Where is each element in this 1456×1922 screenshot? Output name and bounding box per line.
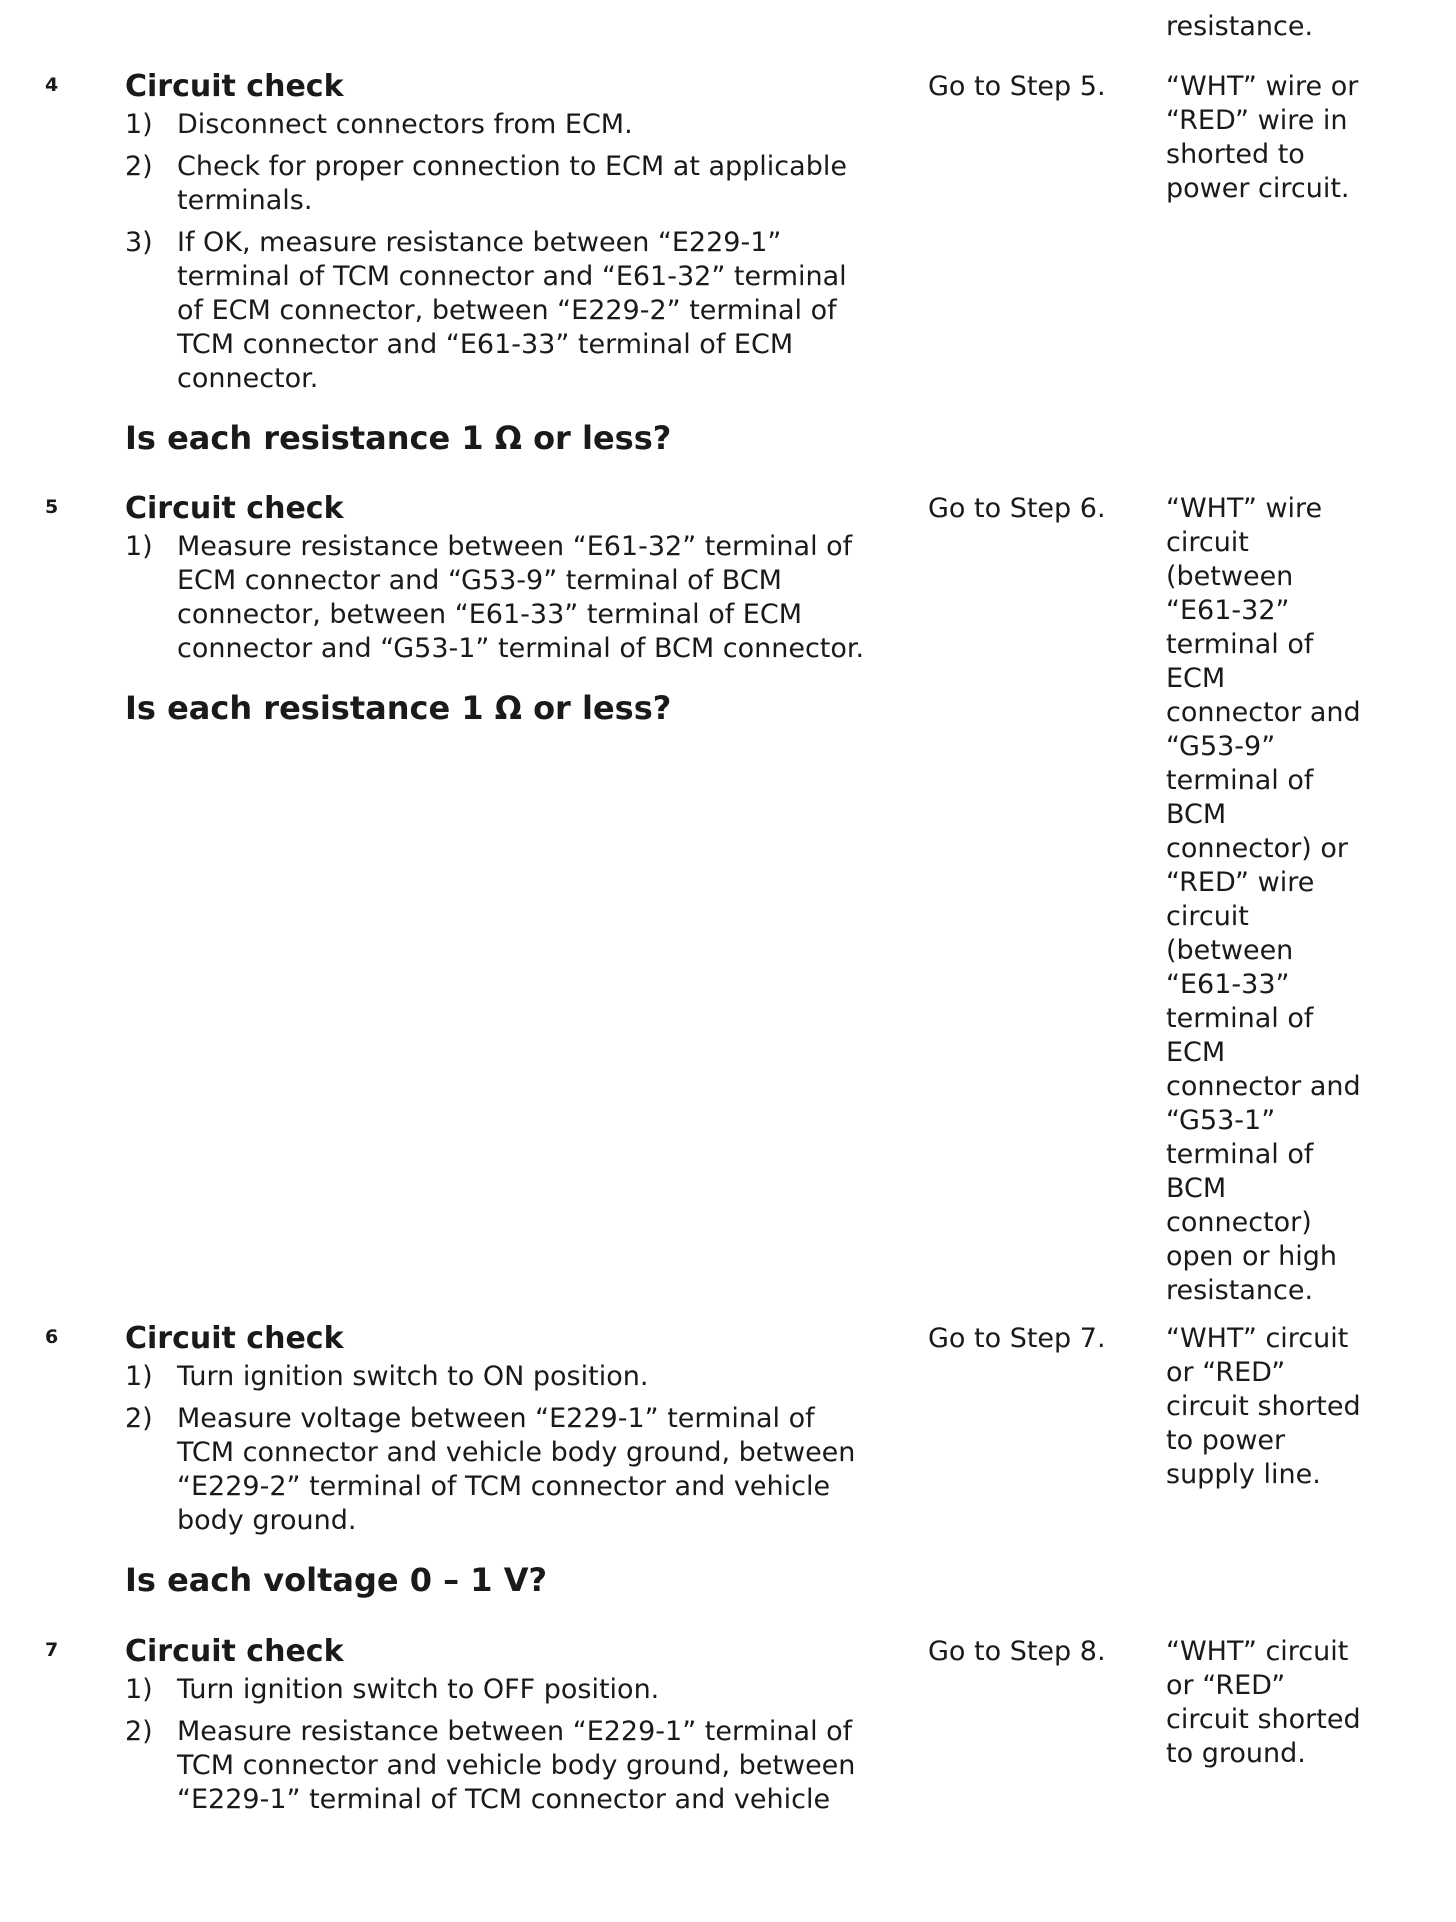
instruction-item	[125, 150, 875, 218]
step-action	[125, 492, 905, 728]
step-title: Circuit check	[125, 1321, 344, 1356]
instruction-number: 3)	[125, 227, 153, 258]
step-question: Is each resistance 1 Ω or less?	[125, 689, 672, 727]
instruction-list	[125, 530, 905, 666]
instruction-number: 1)	[125, 1361, 153, 1392]
step-number: 5	[45, 496, 59, 518]
step-number: 7	[45, 1639, 59, 1661]
yes-result: Go to Step 7.	[928, 1323, 1106, 1354]
instruction-text: Measure resistance between “E61-32” terminal of ECM connector and “G53-9” terminal of BCM connector, between “E61-33” terminal of ECM connector and “G53-1” terminal of BCM connector.	[177, 531, 865, 664]
step-title: Circuit check	[125, 491, 344, 526]
instruction-item	[125, 226, 875, 396]
instruction-text: If OK, measure resistance between “E229-1” terminal of TCM connector and “E61-32” terminal of ECM connector, between “E229-2” terminal of TCM connector and “E61-33” terminal of ECM connector.	[177, 227, 847, 394]
instruction-item	[125, 1673, 875, 1707]
step-number: 6	[45, 1326, 59, 1348]
instruction-number: 1)	[125, 1674, 153, 1705]
instruction-item	[125, 530, 905, 666]
yes-result: Go to Step 8.	[928, 1636, 1106, 1667]
instruction-text: Check for proper connection to ECM at applicable terminals.	[177, 151, 847, 216]
yes-result: Go to Step 5.	[928, 71, 1106, 102]
step-number: 4	[45, 74, 59, 96]
no-result: “WHT” circuit or “RED” circuit shorted to power supply line.	[1166, 1323, 1361, 1490]
step-title: Circuit check	[125, 1634, 344, 1669]
previous-row-no-fragment: resistance.	[1166, 11, 1314, 42]
step-action	[125, 70, 905, 458]
instruction-number: 2)	[125, 1716, 153, 1747]
instruction-text: Disconnect connectors from ECM.	[177, 109, 633, 140]
instruction-list	[125, 1360, 875, 1538]
instruction-list	[125, 1673, 875, 1817]
instruction-number: 2)	[125, 151, 153, 182]
step-question: Is each resistance 1 Ω or less?	[125, 419, 672, 457]
no-result: “WHT” wire circuit (between “E61-32” terminal of ECM connector and “G53-9” terminal of BCM connector) or “RED” wire circuit (between “E61-33” terminal of ECM connector and “G53-1” terminal of BCM connector) open or high resistance.	[1166, 493, 1361, 1306]
instruction-number: 1)	[125, 109, 153, 140]
instruction-number: 1)	[125, 531, 153, 562]
instruction-number: 2)	[125, 1403, 153, 1434]
instruction-text: Measure voltage between “E229-1” terminal of TCM connector and vehicle body ground, between “E229-2” terminal of TCM connector and vehicle body ground.	[177, 1403, 856, 1536]
instruction-text: Turn ignition switch to OFF position.	[177, 1674, 660, 1705]
instruction-item	[125, 1360, 875, 1394]
instruction-text: Turn ignition switch to ON position.	[177, 1361, 649, 1392]
step-question: Is each voltage 0 – 1 V?	[125, 1561, 548, 1599]
instruction-list	[125, 108, 875, 396]
instruction-item	[125, 1715, 875, 1817]
no-result: “WHT” circuit or “RED” circuit shorted to ground.	[1166, 1636, 1361, 1769]
yes-result: Go to Step 6.	[928, 493, 1106, 524]
instruction-item	[125, 108, 875, 142]
no-result: “WHT” wire or “RED” wire in shorted to power circuit.	[1166, 71, 1359, 204]
step-action	[125, 1635, 905, 1825]
instruction-text: Measure resistance between “E229-1” terminal of TCM connector and vehicle body ground, between “E229-1” terminal of TCM connector and vehicle	[177, 1716, 856, 1815]
step-action	[125, 1322, 905, 1600]
step-title: Circuit check	[125, 69, 344, 104]
instruction-item	[125, 1402, 875, 1538]
